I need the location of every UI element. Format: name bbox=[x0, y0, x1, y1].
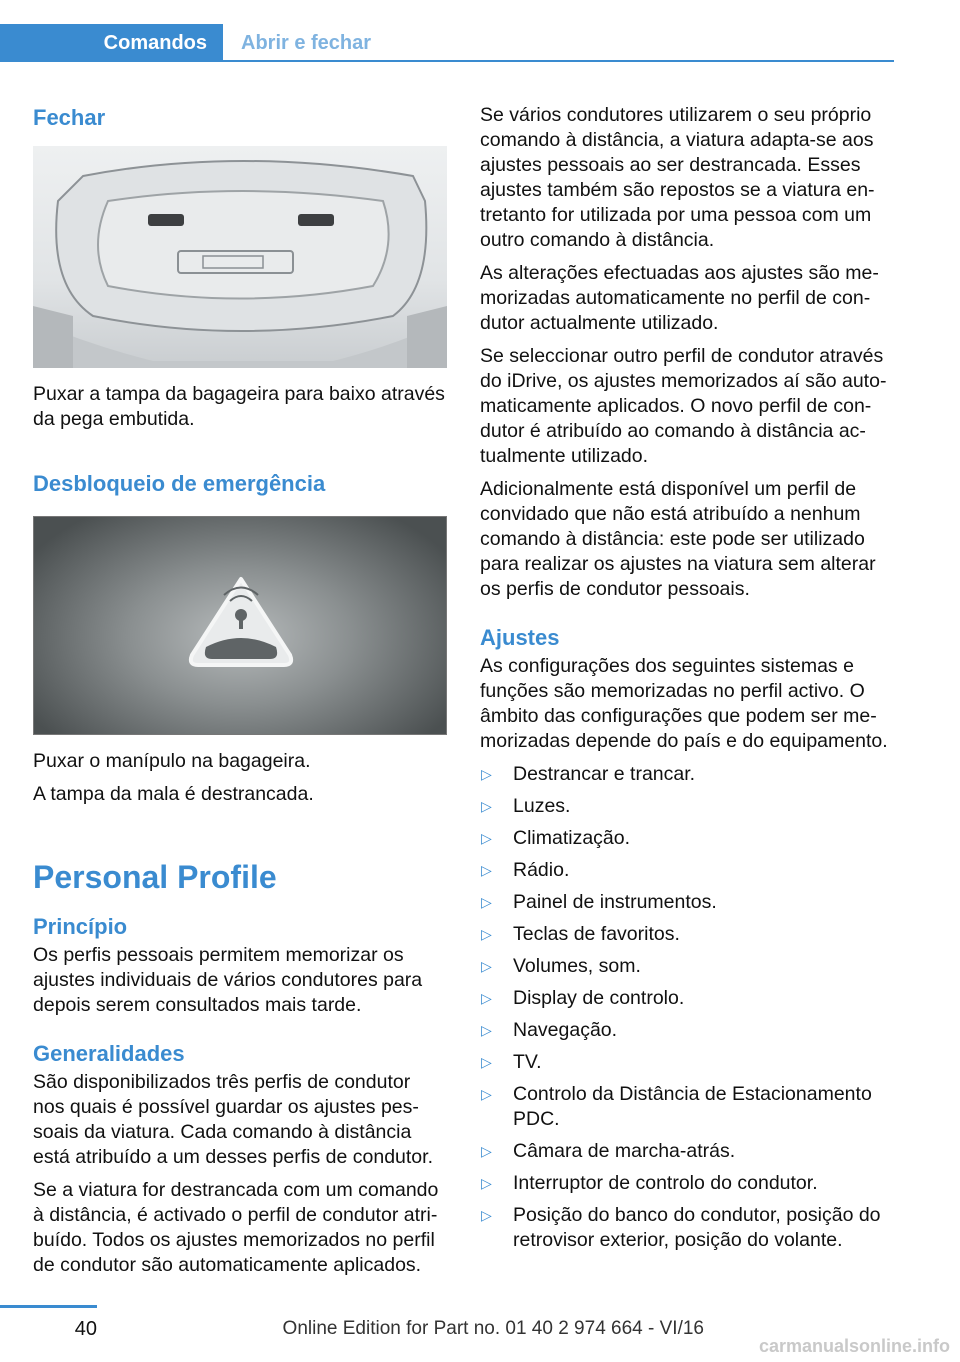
list-item: ▷ Volumes, som. bbox=[481, 955, 641, 977]
header-divider bbox=[223, 60, 894, 62]
triangle-bullet-icon: ▷ bbox=[481, 1207, 492, 1223]
heading-fechar: Fechar bbox=[33, 105, 106, 130]
triangle-bullet-icon: ▷ bbox=[481, 1022, 492, 1038]
online-edition-label: Online Edition for Part no. 01 40 2 974 664 - VI/16 bbox=[282, 1318, 704, 1339]
list-item: ▷ Painel de instrumentos. bbox=[481, 891, 717, 913]
heading-ajustes: Ajustes bbox=[480, 625, 560, 650]
tab-abrir-e-fechar[interactable]: Abrir e fechar bbox=[241, 32, 372, 54]
triangle-bullet-icon: ▷ bbox=[481, 1086, 492, 1102]
list-item: ▷ Câmara de marcha-atrás. bbox=[481, 1140, 736, 1162]
triangle-bullet-icon: ▷ bbox=[481, 1175, 492, 1191]
left-column bbox=[33, 100, 447, 1278]
right-column bbox=[480, 100, 898, 1260]
heading-principio: Princípio bbox=[33, 914, 128, 939]
profile-paragraph-2: As alterações efectuadas aos ajustes são memorizadas automaticamente no perfil de condutor actualmente utilizado. bbox=[480, 262, 879, 334]
desbloqueio-text-2: A tampa da mala é destrancada. bbox=[33, 783, 314, 805]
list-item: ▷ Controlo da Distância de Estacionamento PDC. bbox=[481, 1083, 872, 1130]
trunk-lid-illustration bbox=[33, 146, 447, 368]
list-item: ▷ Interruptor de controlo do condutor. bbox=[481, 1172, 818, 1194]
emergency-release-image bbox=[33, 516, 447, 735]
heading-desbloqueio: Desbloqueio de emergência bbox=[33, 471, 326, 496]
trunk-lid-image bbox=[33, 146, 447, 368]
generalidades-text-2: Se a viatura for destrancada com um comando à distância, é activado o perfil de condutor atribuído. Todos os ajustes memorizados no perfil de condutor são automaticamente aplicados. bbox=[33, 1179, 439, 1276]
principio-text: Os perfis pessoais permitem memorizar os ajustes individuais de vários condutores para depois serem consultados mais tarde. bbox=[33, 944, 423, 1016]
triangle-bullet-icon: ▷ bbox=[481, 894, 492, 910]
list-item: ▷ Climatização. bbox=[481, 827, 631, 849]
settings-list bbox=[480, 762, 898, 1253]
footer-divider bbox=[0, 1305, 97, 1308]
emergency-handle-illustration bbox=[34, 517, 447, 735]
list-item: ▷ TV. bbox=[481, 1051, 542, 1073]
page-number: 40 bbox=[74, 1318, 97, 1340]
watermark: carmanualsonline.info bbox=[758, 1336, 950, 1356]
list-item: ▷ Navegação. bbox=[481, 1019, 618, 1041]
list-item: ▷ Teclas de favoritos. bbox=[481, 923, 680, 945]
personal-profile-title: Personal Profile bbox=[33, 859, 277, 895]
triangle-bullet-icon: ▷ bbox=[481, 990, 492, 1006]
generalidades-text-1: São disponibilizados três perfis de condutor nos quais é possível guardar os ajustes pessoais da viatura. Cada comando à distância está atribuído a um desses perfis de condutor. bbox=[33, 1071, 433, 1168]
triangle-bullet-icon: ▷ bbox=[481, 830, 492, 846]
desbloqueio-text-1: Puxar o manípulo na bagageira. bbox=[33, 750, 311, 772]
profile-paragraph-4: Adicionalmente está disponível um perfil de convidado que não está atribuído a nenhum comando à distância: este pode ser utilizado para realizar os ajustes na viatura sem alterar os perfis de condutor pessoais. bbox=[480, 478, 876, 600]
list-item: ▷ Rádio. bbox=[481, 859, 570, 881]
triangle-bullet-icon: ▷ bbox=[481, 862, 492, 878]
fechar-text: Puxar a tampa da bagageira para baixo através da pega embutida. bbox=[33, 383, 445, 430]
heading-generalidades: Generalidades bbox=[33, 1041, 185, 1066]
ajustes-text: As configurações dos seguintes sistemas e funções são memorizadas no perfil activo. O âmbito das configurações que podem ser memorizadas depende do país e do equipamento. bbox=[480, 655, 888, 752]
header-tabs bbox=[0, 24, 894, 62]
triangle-bullet-icon: ▷ bbox=[481, 1054, 492, 1070]
profile-paragraph-1: Se vários condutores utilizarem o seu próprio comando à distância, a viatura adapta-se aos ajustes pessoais ao ser destrancada. Esses ajustes também são repostos se a viatura entretanto for utilizada por uma pessoa com um outro comando à distância. bbox=[480, 104, 875, 251]
list-item: ▷ Posição do banco do condutor, posição do retrovisor exterior, posição do volante. bbox=[481, 1204, 881, 1251]
triangle-bullet-icon: ▷ bbox=[481, 958, 492, 974]
triangle-bullet-icon: ▷ bbox=[481, 926, 492, 942]
triangle-bullet-icon: ▷ bbox=[481, 1143, 492, 1159]
list-item: ▷ Destrancar e trancar. bbox=[481, 763, 696, 785]
tab-comandos[interactable]: Comandos bbox=[0, 24, 223, 62]
triangle-bullet-icon: ▷ bbox=[481, 798, 492, 814]
list-item: ▷ Display de controlo. bbox=[481, 987, 685, 1009]
list-item: ▷ Luzes. bbox=[481, 795, 571, 817]
triangle-bullet-icon: ▷ bbox=[481, 766, 492, 782]
profile-paragraph-3: Se seleccionar outro perfil de condutor através do iDrive, os ajustes memorizados aí são automaticamente aplicados. O novo perfil de condutor é atribuído ao comando à distância actualmente utilizado. bbox=[480, 345, 887, 467]
